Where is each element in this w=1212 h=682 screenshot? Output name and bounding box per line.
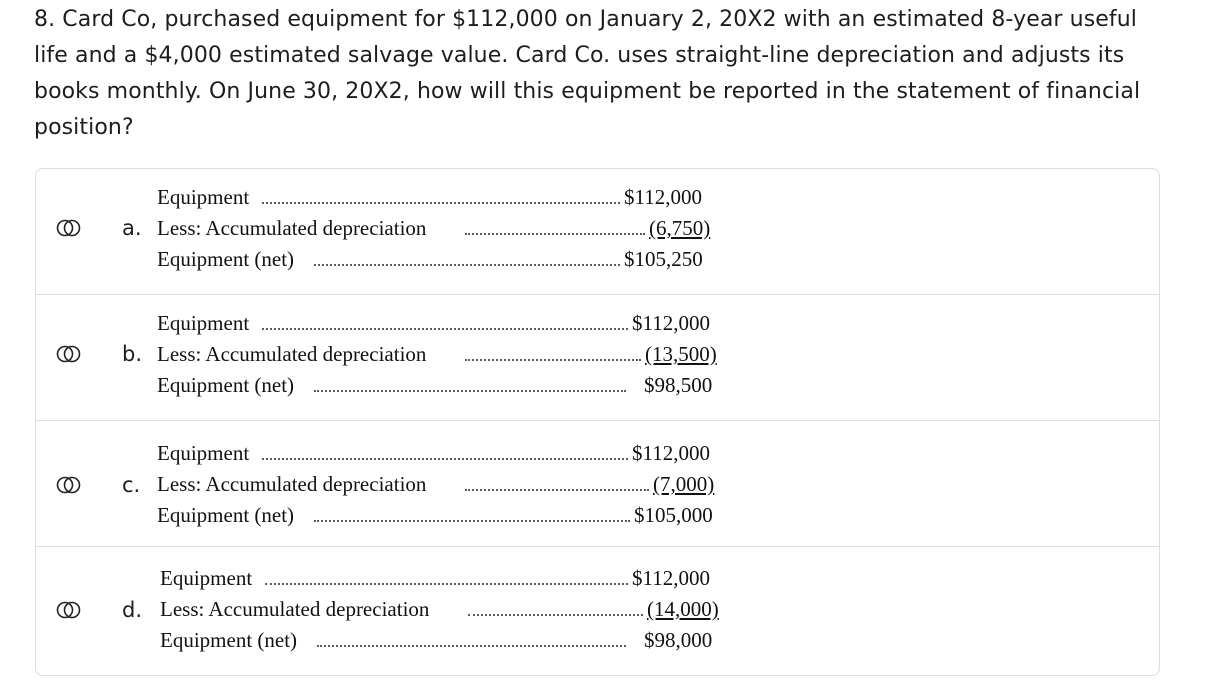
ledger-label: Equipment (157, 441, 250, 465)
ledger-line-accumulated-depreciation (160, 594, 732, 625)
leader-dots (465, 233, 645, 235)
ledger-amount: (14,000) (647, 597, 719, 621)
ledger-table (157, 308, 729, 401)
radio-button-icon[interactable] (56, 345, 82, 363)
leader-dots (314, 264, 620, 266)
ledger-amount: $112,000 (632, 441, 710, 465)
radio-button-icon[interactable] (56, 476, 82, 494)
option-d[interactable] (36, 550, 1159, 676)
ledger-amount: $105,000 (634, 503, 713, 527)
leader-dots (265, 583, 628, 585)
leader-dots (465, 359, 641, 361)
option-letter: c. (122, 473, 141, 497)
ledger-line-equipment-net (157, 500, 729, 531)
ledger-amount: (13,500) (645, 342, 717, 366)
ledger-table (157, 438, 729, 531)
ledger-label: Equipment (net) (157, 503, 295, 527)
answer-options-panel (35, 168, 1160, 676)
option-letter: b. (122, 342, 143, 366)
ledger-label: Equipment (160, 566, 253, 590)
ledger-line-equipment-net (157, 244, 729, 275)
ledger-line-accumulated-depreciation (157, 339, 729, 370)
ledger-amount: $112,000 (632, 566, 710, 590)
ledger-table (157, 182, 729, 275)
ledger-line-equipment (157, 308, 729, 339)
leader-dots (465, 489, 649, 491)
ledger-label: Less: Accumulated depreciation (157, 342, 427, 366)
ledger-label: Equipment (net) (160, 628, 298, 652)
ledger-label: Less: Accumulated depreciation (157, 472, 427, 496)
ledger-table (160, 563, 732, 656)
leader-dots (314, 520, 630, 522)
option-c[interactable] (36, 421, 1159, 547)
ledger-amount: $98,500 (644, 373, 713, 397)
ledger-label: Less: Accumulated depreciation (157, 216, 427, 240)
ledger-line-equipment (160, 563, 732, 594)
ledger-line-accumulated-depreciation (157, 213, 729, 244)
radio-button-icon[interactable] (56, 601, 82, 619)
option-letter: d. (122, 598, 143, 622)
ledger-line-equipment-net (160, 625, 732, 656)
ledger-label: Equipment (157, 311, 250, 335)
leader-dots (262, 328, 628, 330)
ledger-label: Equipment (157, 185, 250, 209)
question-text: 8. Card Co, purchased equipment for $112,000 on January 2, 20X2 with an estimated 8-year useful life and a $4,000 estimated salvage value. Card Co. uses straight-line depreciation and adjusts its books monthly. On June 30, 20X2, how will this equipment be reported in the statement of financial position? (34, 7, 1141, 140)
option-letter: a. (122, 216, 142, 240)
ledger-line-equipment-net (157, 370, 729, 401)
leader-dots (262, 202, 620, 204)
ledger-line-equipment (157, 438, 729, 469)
leader-dots (262, 458, 628, 460)
leader-dots (314, 390, 626, 392)
ledger-amount: $98,000 (644, 628, 713, 652)
ledger-amount: $112,000 (632, 311, 710, 335)
option-b[interactable] (36, 295, 1159, 421)
option-a[interactable] (36, 169, 1159, 295)
ledger-amount: (6,750) (649, 216, 711, 240)
ledger-amount: $112,000 (624, 185, 702, 209)
leader-dots (468, 614, 643, 616)
ledger-line-accumulated-depreciation (157, 469, 729, 500)
ledger-label: Equipment (net) (157, 247, 295, 271)
ledger-amount: $105,250 (624, 247, 703, 271)
ledger-label: Equipment (net) (157, 373, 295, 397)
leader-dots (317, 645, 626, 647)
ledger-amount: (7,000) (653, 472, 715, 496)
ledger-line-equipment (157, 182, 729, 213)
ledger-label: Less: Accumulated depreciation (160, 597, 430, 621)
radio-button-icon[interactable] (56, 219, 82, 237)
